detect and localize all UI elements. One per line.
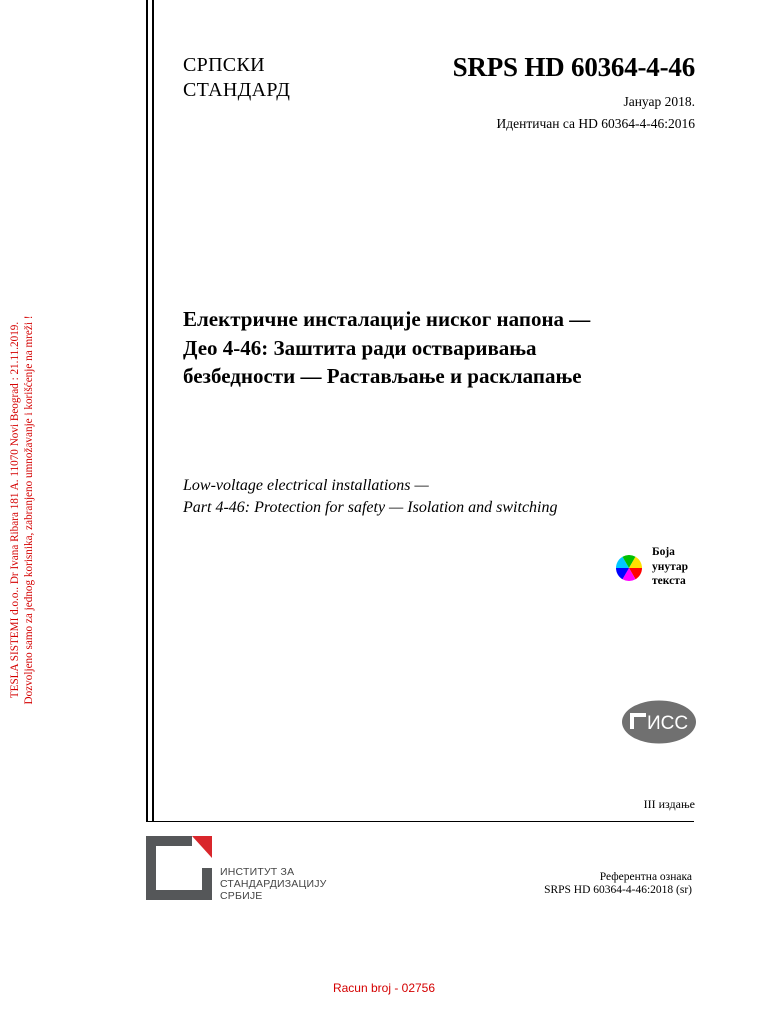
title-serbian	[183, 305, 723, 391]
title-sr-line-1: Електричне инсталације ниског напона —	[183, 307, 591, 331]
iss-logo	[621, 700, 697, 744]
iss-logo-text: ИСС	[647, 713, 689, 734]
footer-divider	[146, 821, 694, 822]
color-note-line-3: текста	[652, 575, 686, 587]
reference-code: SRPS HD 60364-4-46:2018 (sr)	[544, 884, 692, 896]
title-english	[183, 475, 723, 518]
institute-logo-icon	[146, 836, 212, 900]
color-wheel-icon	[616, 555, 642, 581]
license-watermark	[8, 300, 36, 720]
standard-kind-line-2: СТАНДАРД	[183, 79, 291, 101]
standard-code: SRPS HD 60364-4-46	[452, 52, 695, 82]
frame-rule-outer	[146, 0, 148, 822]
title-sr-line-2: Део 4-46: Заштита ради остваривања	[183, 335, 537, 360]
edition: III издање	[643, 797, 695, 811]
institute-name	[220, 866, 327, 902]
publication-date: Јануар 2018.	[623, 94, 695, 109]
watermark-line-2: Dozvoljeno samo za jednog korisnika, zabranjeno umnožavanje i korišćenje na mreži !	[23, 315, 35, 705]
color-note-label	[652, 545, 688, 589]
color-note-line-1: Боја	[652, 546, 675, 558]
invoice-number: Racun broj - 02756	[332, 981, 436, 995]
watermark-line-1: TESLA SISTEMI d.o.o.. Dr Ivana Ribara 181 A. 11070 Novi Beograd : 21.11.2019.	[9, 321, 21, 699]
title-sr-line-3: безбедности — Растављање и расклапање	[183, 364, 582, 388]
standard-kind-line-1: СРПСКИ	[183, 54, 265, 76]
standard-kind	[183, 53, 290, 103]
color-note-line-2: унутар	[652, 560, 689, 573]
frame-rule-inner	[152, 0, 154, 822]
institute-name-line-2: СТАНДАРДИЗАЦИЈУ	[220, 878, 327, 890]
title-en-line-1: Low-voltage electrical installations —	[183, 477, 429, 494]
institute-name-line-3: СРБИЈЕ	[220, 890, 263, 902]
title-en-line-2: Part 4-46: Protection for safety — Isolation and switching	[183, 498, 558, 516]
identical-with: Идентичан са HD 60364-4-46:2016	[496, 116, 695, 131]
reference-label: Референтна ознака	[599, 871, 692, 883]
institute-name-line-1: ИНСТИТУТ ЗА	[220, 866, 295, 878]
